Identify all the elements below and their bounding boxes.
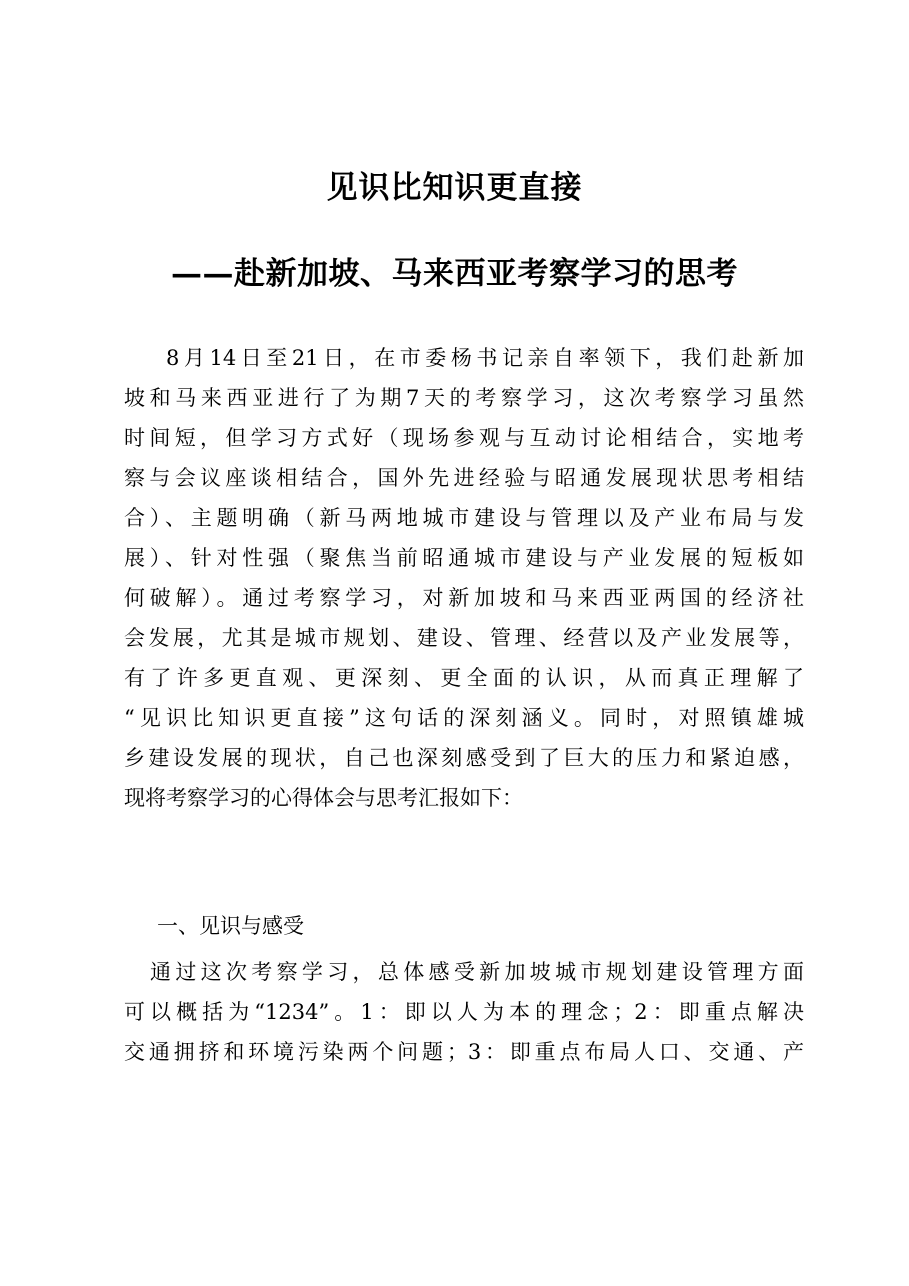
paragraph-line: 现将考察学习的心得体会与思考汇报如下：	[124, 786, 523, 810]
paragraph-line: 坡和马来西亚进行了为期7天的考察学习，这次考察学习虽然	[124, 386, 804, 410]
paragraph-line: 何破解）。通过考察学习，对新加坡和马来西亚两国的经济社	[124, 586, 804, 610]
paragraph-line: 交通拥挤和环境污染两个问题；3：即重点布局人口、交通、产	[124, 1040, 804, 1064]
paragraph-line: 乡建设发展的现状，自己也深刻感受到了巨大的压力和紧迫感，	[124, 746, 804, 770]
paragraph-line: 合）、主题明确（新马两地城市建设与管理以及产业布局与发	[124, 506, 804, 530]
paragraph-line: 8月14日至21日，在市委杨书记亲自率领下，我们赴新加	[166, 346, 804, 370]
paragraph-line: 展）、针对性强（聚焦当前昭通城市建设与产业发展的短板如	[124, 546, 804, 570]
paragraph-line: 时间短，但学习方式好（现场参观与互动讨论相结合，实地考	[124, 426, 804, 450]
paragraph-line: 会发展，尤其是城市规划、建设、管理、经营以及产业发展等，	[124, 626, 804, 650]
document-title: 见识比知识更直接	[326, 170, 583, 206]
paragraph-intro	[124, 338, 804, 818]
paragraph-section1	[124, 952, 804, 1072]
paragraph-line: “见识比知识更直接”这句话的深刻涵义。同时，对照镇雄城	[124, 706, 804, 730]
paragraph-line: 通过这次考察学习，总体感受新加坡城市规划建设管理方面	[150, 960, 804, 984]
section-heading-text: 一、见识与感受	[157, 914, 304, 938]
paragraph-line: 察与会议座谈相结合，国外先进经验与昭通发展现状思考相结	[124, 466, 804, 490]
paragraph-line: 有了许多更直观、更深刻、更全面的认识，从而真正理解了	[124, 666, 804, 690]
paragraph-line: 可以概括为“1234”。1：即以人为本的理念；2：即重点解决	[124, 1000, 804, 1024]
document-subtitle: ——赴新加坡、马来西亚考察学习的思考	[171, 256, 738, 292]
section-heading	[124, 906, 804, 946]
